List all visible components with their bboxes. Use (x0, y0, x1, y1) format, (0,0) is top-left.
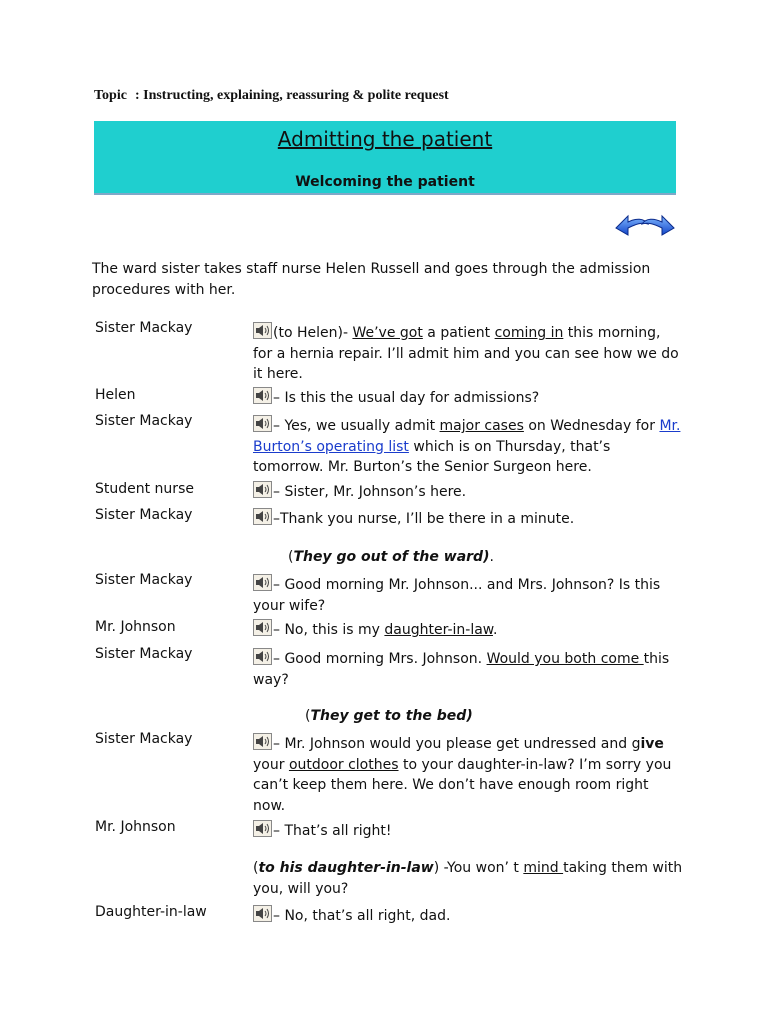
vocab-term[interactable]: daughter-in-law (384, 622, 493, 638)
nav-arrows (612, 208, 678, 242)
line-text: – Mr. Johnson would you please get undressed and g (273, 736, 641, 752)
page-subtitle: Welcoming the patient (295, 174, 475, 190)
speaker-audio-icon[interactable] (253, 387, 272, 404)
line-text: – No, that’s all right, dad. (273, 908, 451, 924)
line-text: – That’s all right! (273, 823, 392, 839)
header-banner (94, 121, 676, 195)
line-text: . (492, 622, 498, 638)
speaker-name: Sister Mackay (95, 320, 193, 336)
topic-label: Topic (94, 88, 127, 103)
stage-text: to his daughter-in-law (258, 860, 434, 876)
speaker-audio-icon[interactable] (253, 648, 272, 665)
speaker-audio-icon[interactable] (253, 508, 272, 525)
speaker-audio-icon[interactable] (253, 820, 272, 837)
speaker-name: Sister Mackay (95, 731, 193, 747)
line-text: – Sister, Mr. Johnson’s here. (273, 484, 467, 500)
forward-arrow-icon[interactable] (642, 216, 674, 235)
dialogue-line (253, 905, 683, 927)
topic-text: : Instructing, explaining, reassuring & polite request (134, 88, 449, 103)
speaker-audio-icon[interactable] (253, 619, 272, 636)
vocab-term[interactable]: Would you both come (486, 651, 644, 667)
line-text: this morning, for a hernia repair. I’ll admit him and you can see how we do it here. (253, 325, 679, 382)
aside-line: (to his daughter-in-law) -You won’ t mind taking them with you, will you? (253, 860, 683, 897)
line-text: –Thank you nurse, I’ll be there in a minute. (273, 511, 575, 527)
speaker-audio-icon[interactable] (253, 574, 272, 591)
stage-text: They get to the bed) (310, 708, 473, 724)
vocab-term[interactable]: outdoor clothes (288, 756, 399, 773)
speaker-name: Mr. Johnson (95, 619, 176, 635)
line-text-bold: ive (640, 736, 664, 752)
speaker-name: Student nurse (95, 481, 194, 497)
line-text: a patient (422, 325, 495, 341)
dialogue-line (253, 508, 683, 530)
line-text: to your daughter-in-law? I’m sorry you can’t keep them here. We don’t have enough room right now. (253, 756, 672, 814)
dialogue-line (253, 322, 683, 385)
speaker-name: Daughter-in-law (95, 904, 207, 920)
dialogue-line (253, 481, 683, 503)
speaker-name: Mr. Johnson (95, 819, 176, 835)
stage-direction: (They get to the bed) (305, 708, 473, 724)
dialogue-line (253, 733, 683, 816)
line-text: your (253, 756, 289, 773)
line-text: which is on Thursday, that’s tomorrow. Mr. Burton’s the Senior Surgeon here. (253, 438, 611, 475)
speaker-audio-icon[interactable] (253, 481, 272, 498)
intro-paragraph: The ward sister takes staff nurse Helen Russell and goes through the admission procedures with her. (92, 261, 651, 298)
dialogue-line (253, 415, 683, 478)
back-arrow-icon[interactable] (616, 216, 648, 235)
speaker-audio-icon[interactable] (253, 905, 272, 922)
operating-list-link[interactable]: Mr. Burton’s operating list (253, 418, 681, 455)
line-text: – Yes, we usually admit (273, 418, 440, 434)
dialogue-line (253, 574, 683, 616)
dialogue-line (253, 619, 683, 641)
speaker-audio-icon[interactable] (253, 733, 272, 750)
speaker-name: Helen (95, 387, 136, 403)
speaker-audio-icon[interactable] (253, 415, 272, 432)
line-text: – Is this the usual day for admissions? (273, 390, 540, 406)
line-text: on Wednesday for (523, 418, 660, 434)
line-text: – Good morning Mrs. Johnson. (273, 651, 487, 667)
speaker-name: Sister Mackay (95, 572, 193, 588)
speaker-name: Sister Mackay (95, 646, 193, 662)
line-text: this way? (253, 651, 670, 688)
vocab-term[interactable]: mind (523, 860, 564, 876)
stage-direction: (They go out of the ward). (288, 549, 494, 565)
line-text: -You won’ t (443, 860, 524, 876)
speaker-audio-icon[interactable] (253, 322, 272, 339)
stage-text: They go out of the ward) (293, 549, 490, 565)
speaker-name: Sister Mackay (95, 413, 193, 429)
speaker-name: Sister Mackay (95, 507, 193, 523)
line-text: – Good morning Mr. Johnson... and Mrs. Johnson? Is this your wife? (253, 577, 661, 614)
vocab-term[interactable]: We’ve got (352, 325, 423, 341)
vocab-term[interactable]: coming in (494, 325, 564, 341)
vocab-term[interactable]: major cases (439, 418, 524, 434)
dialogue-line (253, 648, 683, 690)
topic-line (94, 88, 449, 104)
line-text: (to Helen)- (273, 325, 353, 341)
dialogue-line (253, 387, 683, 409)
page-title: Admitting the patient (277, 127, 493, 151)
dialogue-line (253, 820, 683, 842)
line-text: taking them with you, will you? (253, 860, 683, 897)
line-text: – No, this is my (273, 622, 385, 638)
